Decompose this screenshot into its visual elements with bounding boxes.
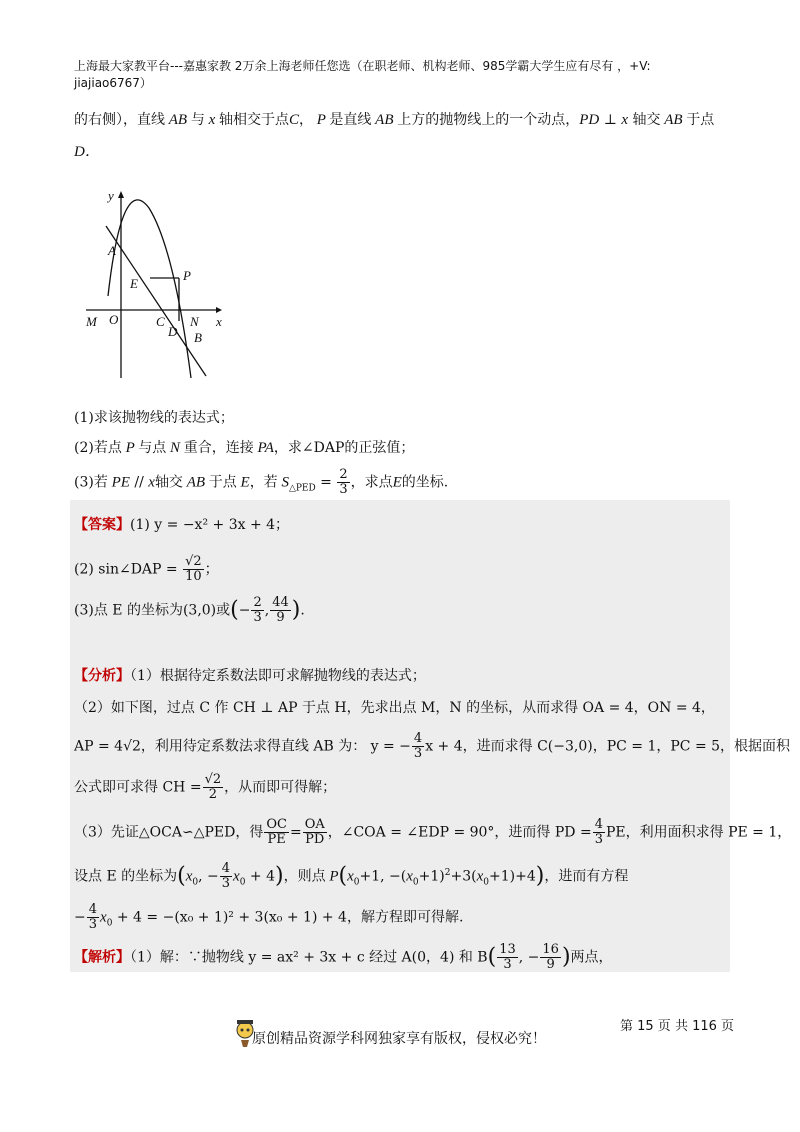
text-seg: 轴相交于点 — [219, 112, 289, 128]
label-p: P — [183, 268, 191, 283]
frac-den: 3 — [253, 610, 262, 625]
frac-num: 4 — [594, 817, 603, 832]
parabola-figure — [78, 178, 238, 383]
frac-den: 3 — [88, 917, 98, 932]
text-seg: ，则点 — [283, 868, 326, 885]
analysis-line-4 — [74, 773, 336, 802]
text-seg: ，若 — [249, 474, 278, 491]
x-axis-arrow — [216, 307, 222, 313]
text-seg: ，进而有方程 — [544, 868, 629, 885]
answer-2-prefix: (2) sin∠DAP = — [74, 561, 178, 578]
text-seg: ，求∠DAP的正弦值； — [273, 440, 415, 456]
answer-line-2 — [74, 555, 219, 584]
frac-den: 3 — [594, 832, 603, 847]
answer-line-1 — [74, 515, 289, 535]
text-seg: 设点 E 的坐标为 — [74, 868, 178, 885]
analysis-line-6: 设点 E 的坐标为($x_0$, − $\frac{4}{3}$ $x_0 + 4$)，则点 $P(x_0+1$, $-(x_0+1)^2+3(x_0+1)+4$)，进而有方程 — [74, 861, 629, 891]
frac-num: 44 — [272, 595, 289, 610]
frac-num: 16 — [542, 942, 559, 957]
frac-den: PD — [305, 832, 325, 847]
answer-3-suffix: . — [300, 602, 305, 619]
text-seg: x + 4，进而求得 C(−3,0)，PC = 1，PC = 5，根据面积 — [425, 738, 791, 755]
label-b: B — [194, 330, 202, 345]
frac-num: 2 — [253, 595, 262, 610]
header-line-1: 上海最大家教平台---嘉惠家教 2万余上海老师任您选（在职老师、机构老师、985学霸大学生应有尽有 ，+V: — [74, 59, 651, 73]
frac-den: 3 — [503, 957, 512, 972]
text-seg: = −(x₀ + 1)² + 3(x₀ + 1) + 4，解方程即可得解. — [146, 909, 464, 926]
text-seg: ，从而即可得解； — [224, 779, 337, 796]
analysis-line-5 — [74, 818, 791, 847]
label-c: C — [156, 314, 165, 329]
text-seg: PE，利用面积求得 PE = 1， — [606, 824, 792, 841]
text-seg: ，求点 — [350, 474, 393, 491]
y-axis-arrow — [118, 191, 124, 198]
analysis-line-7: − $\frac{4}{3}$ $x_0 + 4 = -(x_0 + 1)^2 + 3(x_0 + 1) + 4$，解方程即可得解. — [74, 902, 464, 932]
text-seg: AP = 4√2，利用待定系数法求得直线 AB 为： y = − — [74, 738, 411, 755]
text-seg: 与点 — [138, 440, 167, 456]
text-seg: 公式即可求得 CH = — [74, 779, 202, 796]
frac-num: 4 — [88, 902, 98, 917]
text-seg: 轴交 — [154, 474, 183, 491]
solution-tag: 【解析】 — [74, 949, 130, 966]
label-m: M — [86, 314, 97, 329]
label-a: A — [108, 243, 116, 258]
frac-num: √2 — [204, 772, 222, 787]
text-seg: 与 — [190, 112, 205, 128]
question-2: (2)若点 P 与点 N 重合，连接 PA，求∠DAP的正弦值； — [74, 440, 415, 456]
text-seg: 重合，连接 — [183, 440, 254, 456]
frac-num: 13 — [499, 942, 516, 957]
label-o: O — [109, 312, 119, 327]
analysis-tag: 【分析】 — [74, 668, 130, 684]
page-number: 第 15 页 共 116 页 — [620, 1019, 735, 1034]
frac-den: PE — [267, 832, 286, 847]
question-1: (1)求该抛物线的表达式； — [74, 410, 234, 426]
text-seg: (3)若 — [74, 474, 108, 491]
text-seg: （3）先证△OCA∽△PED，得 — [74, 824, 264, 841]
text-seg: = — [289, 824, 302, 841]
analysis-1: （1）根据待定系数法即可求解抛物线的表达式； — [130, 668, 426, 684]
text-seg: (2)若点 — [74, 440, 122, 456]
label-y: y — [108, 188, 114, 203]
frac-den: 10 — [185, 569, 202, 584]
answer-1: (1) y = −x² + 3x + 4； — [130, 517, 290, 533]
answer-tag: 【答案】 — [74, 517, 130, 533]
header-line-2: jiajiao6767） — [74, 76, 152, 90]
frac-num: √2 — [185, 554, 202, 569]
label-x: x — [216, 314, 222, 329]
text-seg: ， — [299, 112, 314, 128]
label-n: N — [190, 314, 199, 329]
question-3: (3)若 PE // x轴交 AB 于点 E，若 $S_{\triangle PED}$ = $\frac{2}{3}$ ，求点E的坐标. — [74, 467, 449, 497]
text-seg: 的右侧），直线 — [74, 112, 165, 128]
text-seg: 于点 — [686, 112, 715, 128]
text-seg: （1）解：∵抛物线 y = ax² + 3x + c 经过 A(0，4) 和 B — [130, 949, 488, 966]
frac-den: 2 — [208, 787, 217, 802]
frac-den: 9 — [546, 957, 555, 972]
text-seg: 上方的抛物线上的一个动点， — [397, 112, 580, 128]
text-seg: ，∠COA = ∠EDP = 90°，进而得 PD = — [327, 824, 592, 841]
frac-num: 4 — [413, 731, 423, 746]
label-e: E — [130, 276, 138, 291]
page-header — [74, 58, 734, 92]
analysis-line-2: （2）如下图，过点 C 作 CH ⊥ AP 于点 H，先求出点 M，N 的坐标，从而求得 OA = 4，ON = 4， — [74, 700, 715, 716]
analysis-line-1 — [74, 666, 426, 686]
answer-3-prefix: (3)点 E 的坐标为(3,0)或 — [74, 602, 231, 619]
text-seg: 的坐标. — [401, 474, 449, 491]
answer-2-suffix: ； — [204, 561, 219, 578]
frac-den: 9 — [276, 610, 285, 625]
text-seg: 两点， — [570, 949, 613, 966]
label-d: D — [168, 324, 178, 339]
problem-intro-line-2: D． — [74, 144, 100, 160]
copyright-notice: 原创精品资源学科网独家享有版权，侵权必究！ — [252, 1031, 546, 1047]
text-seg: 于点 — [208, 474, 237, 491]
text-seg: 轴交 — [632, 112, 661, 128]
text-seg: 是直线 — [329, 112, 372, 128]
frac-num: OA — [304, 817, 325, 832]
frac-num: OC — [266, 817, 287, 832]
problem-intro-line-1: 的右侧），直线 AB 与 x 轴相交于点C， P 是直线 AB 上方的抛物线上的一个动点，PD ⊥ x 轴交 AB 于点 — [74, 112, 715, 128]
frac-den: 3 — [413, 746, 423, 761]
analysis-line-3 — [74, 732, 790, 761]
solution-line-1: 【解析】（1）解：∵抛物线 y = ax² + 3x + c 经过 A(0，4) 和 B( $\frac{13}{3}$ , − $\frac{16}{9}$ )两点， — [74, 942, 613, 972]
answer-line-3: (3)点 E 的坐标为(3,0)或(− $\frac{2}{3}$ , $\frac{44}{9}$ ). — [74, 595, 305, 625]
